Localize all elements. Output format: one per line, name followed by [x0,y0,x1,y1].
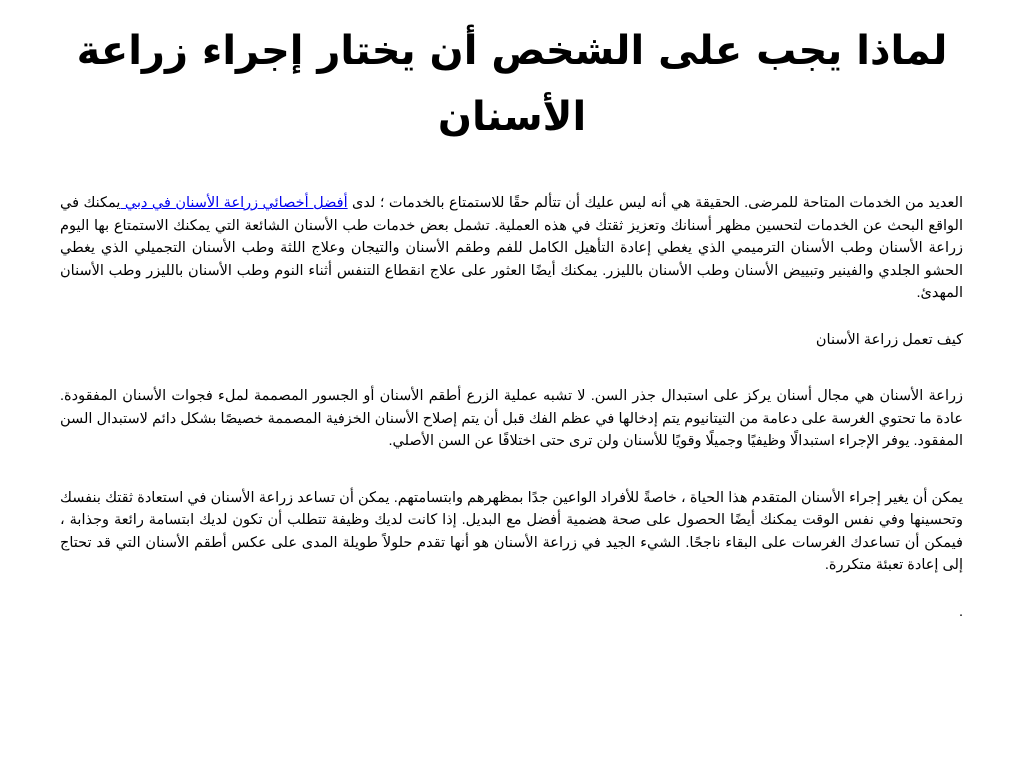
implant-benefits-paragraph: يمكن أن يغير إجراء الأسنان المتقدم هذا الحياة ، خاصةً للأفراد الواعين جدًا بمظهرهم وابتسامتهم. يمكن أن تساعد زراعة الأسنان في استعادة ثقتك بنفسك وتحسينها وفي نفس الوقت يمكنك أيضًا الحصول على صحة هضمية أفضل مع البديل. إذا كانت لديك وظيفة تتطلب أن تكون لديك ابتسامة رائعة وجذابة ، فيمكن أن تساعدك الغرسات على البقاء ناجحًا. الشيء الجيد في زراعة الأسنان هو أنها تقدم حلولاً طويلة المدى على عكس أطقم الأسنان التي قد تحتاج إلى إعادة تعبئة متكررة. [60,489,963,573]
section-heading: كيف تعمل زراعة الأسنان [815,331,963,348]
dental-implant-specialist-link[interactable]: أفضل أخصائي زراعة الأسنان في دبي [120,195,348,211]
implant-description-paragraph: زراعة الأسنان هي مجال أسنان يركز على استبدال جذر السن. لا تشبه عملية الزرع أطقم الأسنان أو الجسور المصممة لملء فجوات الأسنان المفقودة. عادة ما تحتوي الغرسة على دعامة من التيتانيوم يتم إدخالها في عظم الفك قبل أن يتم إصلاح الأسنان الخزفية المصممة خصيصًا بشكل دائم لاستبدال السن المفقود. يوفر الإجراء استبدالًا وظيفيًا وجميلًا وقويًا للأسنان ولن ترى حتى اختلافًا عن السن الأصلي. [60,388,963,449]
intro-paragraph [60,192,963,305]
intro-text-after-link: يمكنك في الواقع البحث عن الخدمات لتحسين مظهر أسنانك وتعزيز ثقتك في هذه العملية. تشمل بعض خدمات طب الأسنان الشائعة التي يمكنك الاستمتاع بها اليوم زراعة الأسنان وطب الأسنان الترميمي الذي يغطي إعادة التأهيل الكامل للفم وطقم الأسنان والتيجان وعلاج اللثة وطب الأسنان التجميلي الذي يغطي الحشو الجلدي والفينير وتبييض الأسنان وطب الأسنان بالليزر. يمكنك أيضًا العثور على علاج انقطاع التنفس أثناء النوم وطب الأسنان بالليزر وطب الأسنان المهدئ. [60,195,963,301]
trailing-dot-paragraph: . [958,603,963,620]
article-body [60,192,963,623]
page-title: لماذا يجب على الشخص أن يختار إجراء زراعة الأسنان [76,28,948,140]
intro-text-before-link: العديد من الخدمات المتاحة للمرضى. الحقيقة هي أنه ليس عليك أن تتألم حقًا للاستمتاع بالخدمات ؛ لدى [347,195,963,211]
